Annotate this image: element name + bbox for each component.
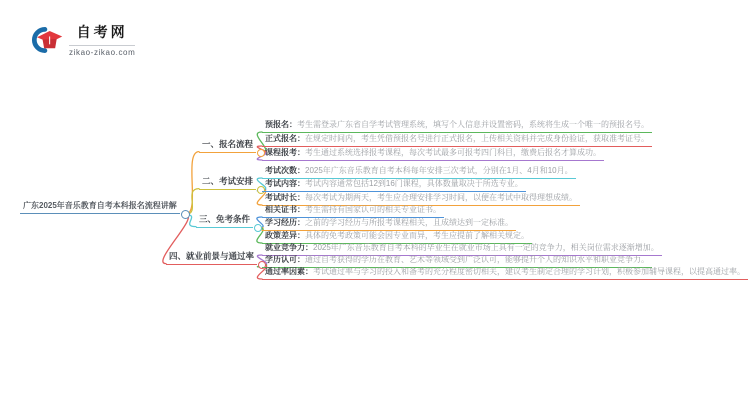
- node-desc: 考试内容通常包括12到16门课程，具体数量取决于所选专业。: [305, 179, 523, 188]
- node-related-certificates[interactable]: [262, 205, 444, 218]
- label-colon: ：: [297, 134, 305, 143]
- node-label: 考试次数: [265, 166, 297, 175]
- label-colon: ：: [297, 231, 305, 240]
- node-label: 预报名: [265, 120, 289, 129]
- branch-exemption-conditions[interactable]: [196, 214, 262, 228]
- node-desc: 考生通过系统选择报考课程，每次考试最多可报考四门科目，缴费后报名才算成功。: [305, 148, 601, 157]
- label-colon: ：: [305, 267, 313, 276]
- node-label: 考试时长: [265, 193, 297, 202]
- node-desc: 通过自考获得的学历在教育、艺术等领域受到广泛认可，能够提升个人的知识水平和职业竞争力。: [305, 255, 649, 264]
- node-label: 政策差异: [265, 231, 297, 240]
- root-collapse-handle[interactable]: [181, 210, 190, 219]
- branch-exam-schedule[interactable]: [199, 176, 265, 190]
- label-colon: ：: [297, 166, 305, 175]
- node-label: 通过率因素: [265, 267, 305, 276]
- node-desc: 考试通过率与学习的投入和备考的充分程度密切相关，建议考生制定合理的学习计划，积极参加辅导课程，以提高通过率。: [313, 267, 745, 276]
- branch-registration-process[interactable]: [199, 139, 265, 153]
- node-label: 学历认可: [265, 255, 297, 264]
- node-study-experience[interactable]: [262, 218, 516, 231]
- node-desc: 2025年广东音乐教育自考本科的毕业生在就业市场上具有一定的竞争力，相关岗位需求逐渐增加。: [313, 243, 659, 252]
- label-colon: ：: [297, 193, 305, 202]
- branch-employment-pass-rate[interactable]: [166, 251, 266, 265]
- node-desc: 每次考试为期两天，考生应合理安排学习时间，以便在考试中取得理想成绩。: [305, 193, 577, 202]
- node-course-enrollment[interactable]: [262, 148, 604, 161]
- node-label: 课程报考: [265, 148, 297, 157]
- graduation-cap-icon: [30, 26, 63, 54]
- node-label: 考试内容: [265, 179, 297, 188]
- label-colon: ：: [289, 120, 297, 129]
- label-colon: ：: [297, 205, 305, 214]
- node-desc: 考生需登录广东省自学考试管理系统，填写个人信息并设置密码，系统将生成一个唯一的预报名号。: [297, 120, 649, 129]
- branch-label: 三、免考条件: [196, 214, 253, 228]
- branch-collapse-handle[interactable]: [254, 224, 262, 232]
- label-colon: ：: [297, 179, 305, 188]
- root-label: 广东2025年音乐教育自考本科报名流程讲解: [20, 201, 180, 214]
- branch-label: 四、就业前景与通过率: [166, 251, 257, 265]
- label-colon: ：: [297, 148, 305, 157]
- mindmap-root-node[interactable]: [20, 201, 190, 214]
- node-formal-registration[interactable]: [262, 134, 652, 147]
- node-desc: 考生需持有国家认可的相关专业证书。: [305, 205, 441, 214]
- node-label: 相关证书: [265, 205, 297, 214]
- node-desc: 之前的学习经历与所报考课程相关，且成绩达到一定标准。: [305, 218, 513, 227]
- branch-label: 一、报名流程: [199, 139, 256, 153]
- label-colon: ：: [305, 243, 313, 252]
- node-pass-rate-factors[interactable]: [262, 267, 748, 280]
- branch-label: 二、考试安排: [199, 176, 256, 190]
- label-colon: ：: [297, 218, 305, 227]
- node-exam-frequency[interactable]: [262, 166, 576, 179]
- node-label: 学习经历: [265, 218, 297, 227]
- node-preregistration[interactable]: [262, 120, 652, 133]
- node-desc: 具体的免考政策可能会因专业而异，考生应提前了解相关规定。: [305, 231, 529, 240]
- site-logo: [30, 22, 135, 57]
- node-label: 正式报名: [265, 134, 297, 143]
- label-colon: ：: [297, 255, 305, 264]
- logo-title: 自考网: [69, 22, 135, 46]
- node-exam-content[interactable]: [262, 179, 526, 192]
- logo-domain: zikao-zikao.com: [69, 48, 136, 57]
- node-desc: 在规定时间内，考生凭借预报名号进行正式报名，上传相关资料并完成身份验证，获取准考证号。: [305, 134, 649, 143]
- node-label: 就业竞争力: [265, 243, 305, 252]
- node-desc: 2025年广东音乐教育自考本科每年安排三次考试，分别在1月、4月和10月。: [305, 166, 573, 175]
